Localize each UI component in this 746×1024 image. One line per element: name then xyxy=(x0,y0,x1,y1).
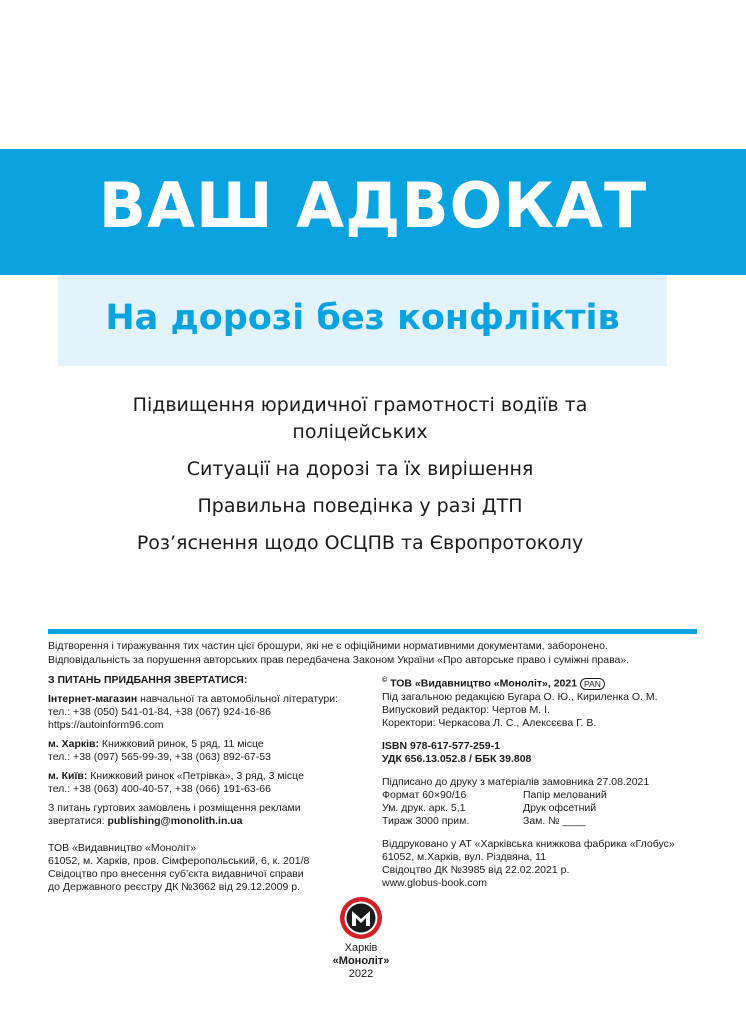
publisher-address: 61052, м. Харків, пров. Сімферопольський, 6, к. 201/8 xyxy=(48,855,310,867)
kharkiv-market xyxy=(48,738,368,751)
kyiv-market xyxy=(48,770,368,783)
printer-cert: Свідоцтво ДК №3985 від 22.02.2021 р. xyxy=(382,863,570,876)
monolith-logo-icon xyxy=(339,896,383,940)
imprint-info xyxy=(382,674,712,890)
udk-bbk: УДК 656.13.052.8 / ББК 39.808 xyxy=(382,752,532,765)
purchase-heading: З ПИТАНЬ ПРИДБАННЯ ЗВЕРТАТИСЯ: xyxy=(48,674,248,686)
proofreaders: Коректори: Черкасова Л. С., Алексєєва Г. В. xyxy=(382,716,597,729)
publisher-cert: до Державного реєстру ДК №3662 від 29.12.2009 р. xyxy=(48,881,300,893)
purchase-info xyxy=(48,674,368,894)
online-shop xyxy=(48,693,368,706)
spec-row xyxy=(382,815,712,828)
wholesale-email[interactable]: publishing@monolith.in.ua xyxy=(107,815,243,827)
shop-url[interactable]: https://autoinform96.com xyxy=(48,719,164,731)
feature-item: Підвищення юридичної грамотності водіїв та поліцейських xyxy=(132,394,588,443)
imprint-block xyxy=(300,942,422,981)
imprint-publisher: «Моноліт» xyxy=(332,955,390,967)
spec-row xyxy=(382,802,712,815)
spec-cell: Формат 60×90/16 xyxy=(382,788,467,801)
printer-url[interactable]: www.globus-book.com xyxy=(382,876,488,889)
kyiv-phones: тел.: +38 (063) 400-40-57, +38 (066) 191-63-66 xyxy=(48,783,271,795)
wholesale-contact xyxy=(48,815,368,828)
pan-badge: PAN xyxy=(580,678,605,690)
copyright-line xyxy=(382,674,712,691)
kharkiv-phones: тел.: +38 (097) 565-99-39, +38 (063) 892-67-53 xyxy=(48,751,271,763)
printer-name: Віддруковано у АТ «Харківська книжкова фабрика «Глобус» xyxy=(382,837,675,850)
divider-rule xyxy=(48,629,697,634)
feature-item: Ситуації на дорозі та їх вирішення xyxy=(186,458,534,480)
spec-cell: Ум. друк. арк. 5,1 xyxy=(382,801,466,814)
kharkiv-label: м. Харків: xyxy=(48,738,99,750)
imprint-year: 2022 xyxy=(348,968,374,980)
feature-item: Правильна поведінка у разі ДТП xyxy=(197,495,523,517)
publisher-name: ТОВ «Видавництво «Моноліт» xyxy=(48,842,197,854)
copyright-symbol: © xyxy=(382,677,388,684)
imprint-city: Харків xyxy=(344,942,378,954)
isbn: ISBN 978-617-577-259-1 xyxy=(382,739,500,752)
book-title: ВАШ АДВОКАТ xyxy=(98,169,648,242)
copyright-text: ТОВ «Видавництво «Моноліт», 2021 xyxy=(390,677,578,690)
shop-desc: навчальної та автомобільної літератури: xyxy=(137,693,338,705)
book-subtitle: На дорозі без конфліктів xyxy=(105,298,620,338)
wholesale-prefix: звертатися: xyxy=(48,815,108,827)
signed-date: Підписано до друку з матеріалів замовника 27.08.2021 xyxy=(382,775,650,788)
issue-editor: Випусковий редактор: Чертов М. І. xyxy=(382,703,550,716)
feature-list xyxy=(100,392,620,567)
legal-line: Відтворення і тиражування тих частин цієї брошури, які не є офіційними нормативними документами, заборонено. xyxy=(48,640,608,652)
feature-item: Роз’яснення щодо ОСЦПВ та Європротоколу xyxy=(136,532,584,554)
legal-line: Відповідальність за порушення авторських прав передбачена Законом України «Про авторське право і суміжні права». xyxy=(48,654,630,666)
kyiv-desc: Книжковий ринок «Петрівка», 3 ряд, 3 місце xyxy=(87,770,304,782)
spec-cell: Зам. № ____ xyxy=(523,814,586,827)
spec-cell: Папір мелований xyxy=(523,788,607,801)
spec-cell: Тираж 3000 прим. xyxy=(382,814,470,827)
wholesale-line: З питань гуртових замовлень і розміщення реклами xyxy=(48,802,301,814)
publisher-cert: Свідоцтво про внесення суб’єкта видавничої справи xyxy=(48,868,304,880)
kyiv-label: м. Київ: xyxy=(48,770,88,782)
shop-label: Інтернет-магазин xyxy=(48,693,138,705)
editors: Під загальною редакцією Бугара О. Ю., Кириленка О. М. xyxy=(382,690,658,703)
spec-row xyxy=(382,789,712,802)
printer-address: 61052, м.Харків, вул. Різдвяна, 11 xyxy=(382,850,547,863)
legal-notice xyxy=(48,639,708,667)
shop-phones: тел.: +38 (050) 541-01-84, +38 (067) 924-16-86 xyxy=(48,706,271,718)
kharkiv-desc: Книжковий ринок, 5 ряд, 11 місце xyxy=(98,738,264,750)
spec-cell: Друк офсетний xyxy=(523,801,597,814)
